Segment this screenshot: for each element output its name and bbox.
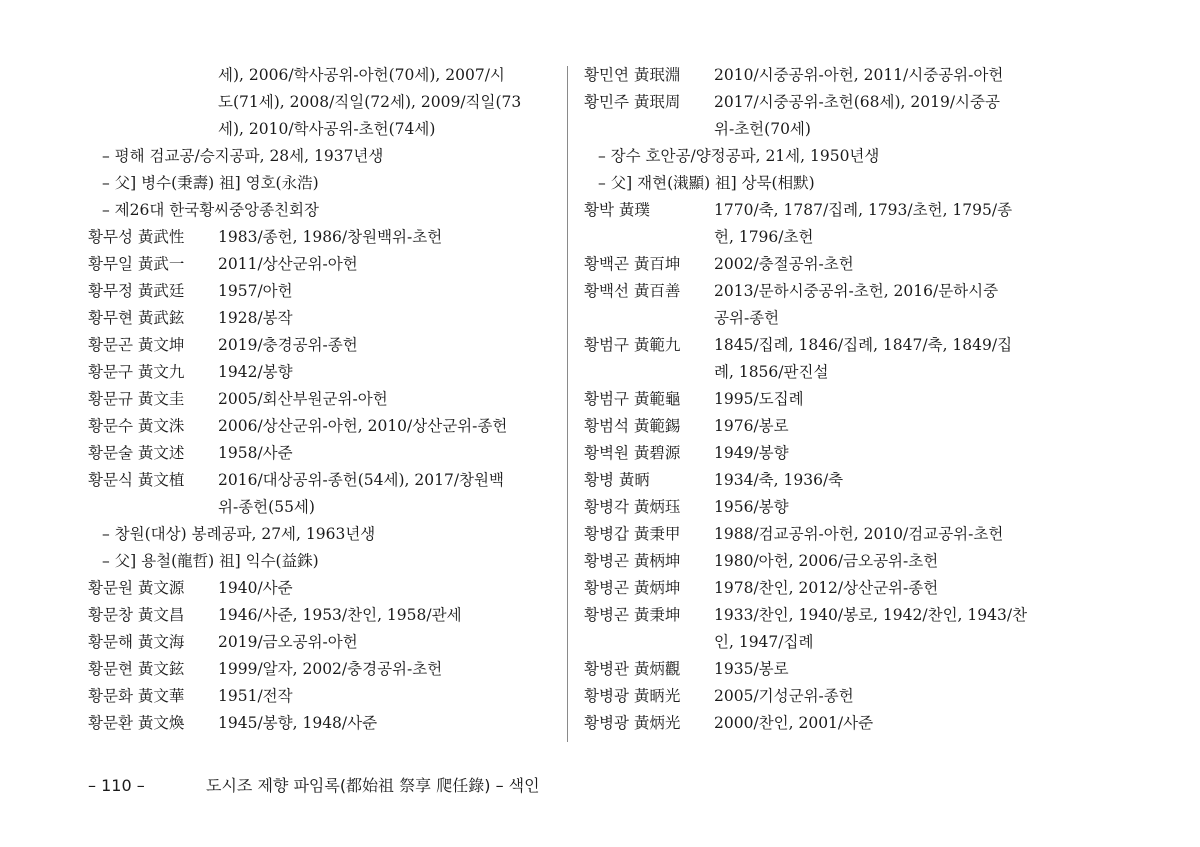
entry-name: 황병갑 黃秉甲 (584, 525, 681, 543)
index-entry (88, 413, 553, 440)
entry-note: – 父] 재현(溨顯) 祖] 상묵(相默) (598, 174, 815, 192)
entry-detail: 2017/시중공위-초헌(68세), 2019/시중공 (714, 93, 1000, 111)
entry-continuation: 세), 2006/학사공위-아헌(70세), 2007/시 (218, 66, 505, 84)
entry-name: 황민주 黃珉周 (584, 93, 681, 111)
entry-detail: 2005/회산부원군위-아헌 (218, 390, 388, 408)
entry-detail: 1935/봉로 (714, 660, 789, 678)
index-entry (584, 602, 1054, 629)
index-entry (584, 251, 1054, 278)
entry-detail: 1942/봉향 (218, 363, 293, 381)
entry-note: – 제26대 한국황씨중앙종친회장 (102, 201, 320, 219)
entry-detail: 1999/알자, 2002/충경공위-초헌 (218, 660, 443, 678)
index-entry (584, 62, 1054, 89)
entry-continuation: 공위-종헌 (714, 309, 780, 327)
entry-name: 황문창 黃文昌 (88, 606, 185, 624)
entry-name: 황백곤 黃百坤 (584, 255, 681, 273)
page-number: – 110 – (88, 776, 145, 795)
index-entry (584, 440, 1054, 467)
entry-detail: 2019/충경공위-종헌 (218, 336, 358, 354)
entry-detail: 1845/집례, 1846/집례, 1847/축, 1849/집 (714, 336, 1013, 354)
entry-note: – 평해 검교공/승지공파, 28세, 1937년생 (102, 147, 384, 165)
entry-note: – 父] 용철(龍哲) 祖] 익수(益銖) (102, 552, 319, 570)
entry-detail: 1934/축, 1936/축 (714, 471, 844, 489)
index-entry (88, 440, 553, 467)
index-entry (88, 224, 553, 251)
entry-name: 황병광 黃昞光 (584, 687, 681, 705)
index-entry (584, 494, 1054, 521)
entry-detail: 1928/봉작 (218, 309, 293, 327)
left-index-column (88, 62, 553, 737)
entry-name: 황문환 黃文煥 (88, 714, 185, 732)
entry-detail: 1995/도집례 (714, 390, 804, 408)
index-entry (584, 89, 1054, 116)
entry-name: 황범구 黃範龜 (584, 390, 681, 408)
index-entry (88, 305, 553, 332)
entry-detail: 1933/찬인, 1940/봉로, 1942/찬인, 1943/찬 (714, 606, 1028, 624)
index-entry (88, 467, 553, 494)
column-divider (567, 66, 568, 742)
entry-name: 황병곤 黃柄坤 (584, 552, 681, 570)
entry-name: 황민연 黃珉淵 (584, 66, 681, 84)
entry-detail: 1945/봉향, 1948/사준 (218, 714, 378, 732)
entry-continuation: 인, 1947/집례 (714, 633, 814, 651)
right-index-column (584, 62, 1054, 737)
entry-continuation: 세), 2010/학사공위-초헌(74세) (218, 120, 436, 138)
entry-detail: 1951/전작 (218, 687, 293, 705)
entry-continuation: 도(71세), 2008/직일(72세), 2009/직일(73 (218, 93, 522, 111)
index-entry (584, 548, 1054, 575)
entry-name: 황병곤 黃炳坤 (584, 579, 681, 597)
entry-name: 황범석 黃範錫 (584, 417, 681, 435)
index-entry (584, 521, 1054, 548)
entry-name: 황문수 黃文洙 (88, 417, 185, 435)
index-entry (88, 656, 553, 683)
index-entry (584, 575, 1054, 602)
entry-name: 황병관 黃炳觀 (584, 660, 681, 678)
index-entry (584, 386, 1054, 413)
index-entry (584, 278, 1054, 305)
entry-detail: 1940/사준 (218, 579, 293, 597)
index-entry (88, 278, 553, 305)
entry-name: 황병광 黃炳光 (584, 714, 681, 732)
entry-name: 황병각 黃炳珏 (584, 498, 681, 516)
entry-continuation: 헌, 1796/초헌 (714, 228, 814, 246)
entry-name: 황벽원 黃碧源 (584, 444, 681, 462)
entry-name: 황문해 黃文海 (88, 633, 185, 651)
entry-name: 황문술 黃文述 (88, 444, 185, 462)
entry-detail: 1949/봉향 (714, 444, 789, 462)
entry-name: 황박 黃璞 (584, 201, 650, 219)
entry-name: 황문규 黃文圭 (88, 390, 185, 408)
index-entry (88, 602, 553, 629)
entry-name: 황문화 黃文華 (88, 687, 185, 705)
index-entry (88, 359, 553, 386)
entry-detail: 1957/아헌 (218, 282, 293, 300)
entry-detail: 2019/금오공위-아헌 (218, 633, 358, 651)
entry-detail: 2005/기성군위-종헌 (714, 687, 854, 705)
index-entry (584, 332, 1054, 359)
running-title: 도시조 제향 파임록(都始祖 祭享 爬任錄) – 색인 (206, 776, 540, 795)
entry-detail: 2010/시중공위-아헌, 2011/시중공위-아헌 (714, 66, 1004, 84)
entry-detail: 1980/아헌, 2006/금오공위-초헌 (714, 552, 939, 570)
entry-detail: 1976/봉로 (714, 417, 789, 435)
entry-detail: 1988/검교공위-아헌, 2010/검교공위-초헌 (714, 525, 1004, 543)
entry-name: 황병 黃昞 (584, 471, 650, 489)
entry-detail: 2016/대상공위-종헌(54세), 2017/창원백 (218, 471, 504, 489)
entry-detail: 2000/찬인, 2001/사준 (714, 714, 874, 732)
entry-detail: 2006/상산군위-아헌, 2010/상산군위-종헌 (218, 417, 508, 435)
entry-note: – 장수 호안공/양정공파, 21세, 1950년생 (598, 147, 880, 165)
index-entry (88, 683, 553, 710)
page-footer (88, 773, 540, 799)
entry-detail: 2002/충절공위-초헌 (714, 255, 854, 273)
entry-name: 황백선 黃百善 (584, 282, 681, 300)
index-entry (584, 656, 1054, 683)
entry-detail: 2011/상산군위-아헌 (218, 255, 358, 273)
entry-name: 황문현 黃文鉉 (88, 660, 185, 678)
entry-detail: 1770/축, 1787/집례, 1793/초헌, 1795/종 (714, 201, 1013, 219)
entry-note: – 父] 병수(秉壽) 祖] 영호(永浩) (102, 174, 319, 192)
entry-detail: 2013/문하시중공위-초헌, 2016/문하시중 (714, 282, 999, 300)
entry-detail: 1958/사준 (218, 444, 293, 462)
index-entry (88, 386, 553, 413)
entry-name: 황범구 黃範九 (584, 336, 681, 354)
entry-name: 황문식 黃文植 (88, 471, 185, 489)
entry-continuation: 위-초헌(70세) (714, 120, 811, 138)
entry-detail: 1956/봉향 (714, 498, 789, 516)
entry-note: – 창원(대상) 봉례공파, 27세, 1963년생 (102, 525, 376, 543)
index-entry (584, 413, 1054, 440)
index-entry (584, 467, 1054, 494)
entry-detail: 1983/종헌, 1986/창원백위-초헌 (218, 228, 443, 246)
index-entry (584, 710, 1054, 737)
entry-name: 황문곤 黃文坤 (88, 336, 185, 354)
index-entry (584, 683, 1054, 710)
entry-name: 황무성 黃武性 (88, 228, 185, 246)
entry-detail: 1946/사준, 1953/찬인, 1958/관세 (218, 606, 462, 624)
entry-detail: 1978/찬인, 2012/상산군위-종헌 (714, 579, 939, 597)
index-entry (88, 710, 553, 737)
entry-name: 황문원 黃文源 (88, 579, 185, 597)
entry-name: 황문구 黃文九 (88, 363, 185, 381)
index-entry (88, 251, 553, 278)
entry-name: 황무일 黃武一 (88, 255, 185, 273)
entry-continuation: 례, 1856/판진설 (714, 363, 829, 381)
entry-continuation: 위-종헌(55세) (218, 498, 315, 516)
index-entry (88, 332, 553, 359)
index-entry (88, 629, 553, 656)
entry-name: 황무현 黃武鉉 (88, 309, 185, 327)
index-entry (88, 575, 553, 602)
entry-name: 황무정 黃武廷 (88, 282, 185, 300)
entry-name: 황병곤 黃秉坤 (584, 606, 681, 624)
index-entry (584, 197, 1054, 224)
